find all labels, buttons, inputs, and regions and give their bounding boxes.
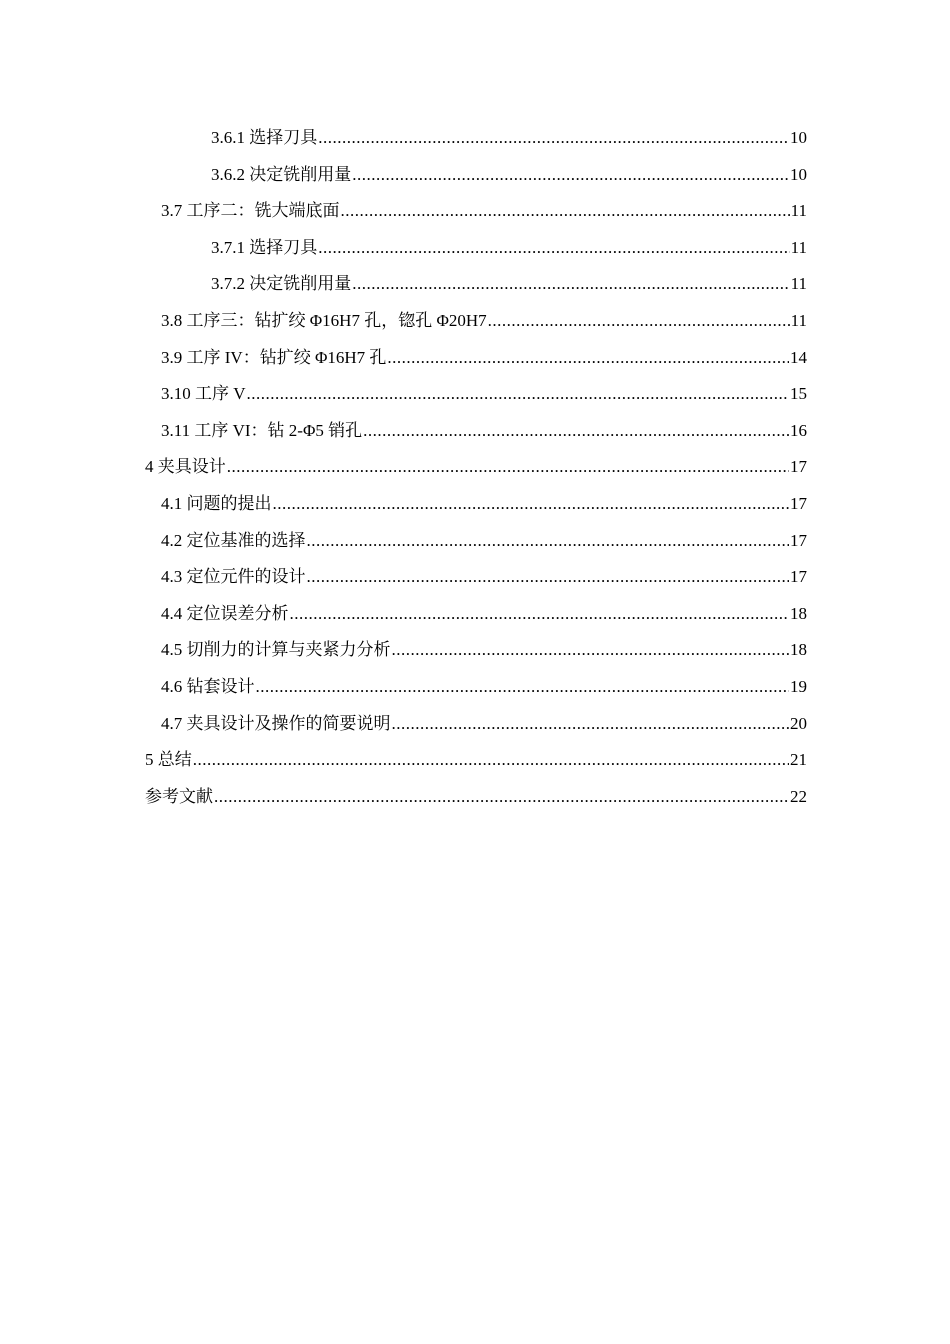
toc-entry-title: 4.1 问题的提出 <box>161 493 272 513</box>
toc-entry-title: 3.8 工序三：钻扩绞 Φ16H7 孔，锪孔 Φ20H7 <box>161 310 487 330</box>
toc-entry-page: 11 <box>790 201 807 221</box>
toc-leader-dots <box>392 632 790 669</box>
toc-leader-dots <box>318 230 789 267</box>
toc-entry[interactable] <box>145 706 807 743</box>
toc-leader-dots <box>227 449 789 486</box>
toc-entry-title: 3.6.1 选择刀具 <box>211 128 318 147</box>
toc-entry[interactable] <box>145 230 807 267</box>
toc-entry[interactable] <box>145 669 807 706</box>
toc-leader-dots <box>247 376 789 413</box>
toc-entry-page: 17 <box>790 493 807 513</box>
toc-leader-dots <box>307 559 790 596</box>
toc-entry-page: 11 <box>790 310 807 330</box>
toc-entry[interactable] <box>145 632 807 669</box>
toc-leader-dots <box>352 157 789 194</box>
toc-leader-dots <box>387 340 789 377</box>
toc-entry-page: 14 <box>790 347 807 367</box>
toc-entry-title: 4.7 夹具设计及操作的简要说明 <box>161 713 391 733</box>
toc-entry-page: 17 <box>790 567 807 587</box>
toc-entry-title: 4.5 切削力的计算与夹紧力分析 <box>161 640 391 660</box>
toc-entry-page: 18 <box>790 603 807 623</box>
toc-entry-page: 10 <box>790 128 807 147</box>
toc-leader-dots <box>392 706 790 743</box>
toc-entry[interactable] <box>145 413 807 450</box>
toc-entry-page: 18 <box>790 640 807 660</box>
table-of-contents <box>145 120 807 815</box>
toc-entry-page: 22 <box>790 786 807 806</box>
toc-leader-dots <box>352 266 789 303</box>
toc-entry-page: 15 <box>790 384 807 404</box>
toc-entry-title: 3.7.2 决定铣削用量 <box>211 274 352 294</box>
toc-entry[interactable] <box>145 559 807 596</box>
toc-entry[interactable] <box>145 449 807 486</box>
toc-leader-dots <box>318 120 789 157</box>
toc-entry-title: 3.11 工序 VI：钻 2-Φ5 销孔 <box>161 420 363 440</box>
toc-entry[interactable] <box>145 120 807 157</box>
toc-leader-dots <box>307 523 790 560</box>
toc-entry[interactable] <box>145 779 807 816</box>
toc-entry-title: 3.7 工序二：铣大端底面 <box>161 201 340 221</box>
toc-entry[interactable] <box>145 157 807 194</box>
toc-entry-title: 3.9 工序 IV：钻扩绞 Φ16H7 孔 <box>161 347 387 367</box>
toc-entry-title: 5 总结 <box>145 750 192 770</box>
toc-entry-title: 4.4 定位误差分析 <box>161 603 289 623</box>
toc-entry-title: 4 夹具设计 <box>145 457 226 477</box>
toc-entry-page: 17 <box>790 530 807 550</box>
toc-leader-dots <box>341 193 790 230</box>
toc-entry-page: 21 <box>790 750 807 770</box>
toc-entry-title: 4.3 定位元件的设计 <box>161 567 306 587</box>
toc-entry[interactable] <box>145 303 807 340</box>
toc-leader-dots <box>214 779 789 816</box>
toc-entry-title: 3.10 工序 V <box>161 384 246 404</box>
toc-entry-title: 3.6.2 决定铣削用量 <box>211 164 352 184</box>
toc-leader-dots <box>488 303 790 340</box>
toc-entry[interactable] <box>145 266 807 303</box>
toc-entry-page: 19 <box>790 676 807 696</box>
toc-entry-page: 16 <box>790 420 807 440</box>
toc-entry-title: 4.2 定位基准的选择 <box>161 530 306 550</box>
toc-entry-page: 11 <box>790 274 807 294</box>
toc-entry[interactable] <box>145 742 807 779</box>
toc-entry-title: 参考文献 <box>145 786 213 806</box>
toc-entry-title: 4.6 钻套设计 <box>161 676 255 696</box>
toc-entry-page: 17 <box>790 457 807 477</box>
toc-entry[interactable] <box>145 376 807 413</box>
toc-entry[interactable] <box>145 486 807 523</box>
toc-entry[interactable] <box>145 523 807 560</box>
toc-entry[interactable] <box>145 193 807 230</box>
toc-leader-dots <box>290 596 790 633</box>
toc-entry-page: 10 <box>790 164 807 184</box>
toc-entry-page: 20 <box>790 713 807 733</box>
toc-entry[interactable] <box>145 340 807 377</box>
toc-leader-dots <box>363 413 789 450</box>
toc-leader-dots <box>193 742 789 779</box>
toc-entry-page: 11 <box>790 237 807 257</box>
toc-entry-title: 3.7.1 选择刀具 <box>211 237 318 257</box>
toc-leader-dots <box>273 486 790 523</box>
toc-leader-dots <box>256 669 790 706</box>
toc-entry[interactable] <box>145 596 807 633</box>
